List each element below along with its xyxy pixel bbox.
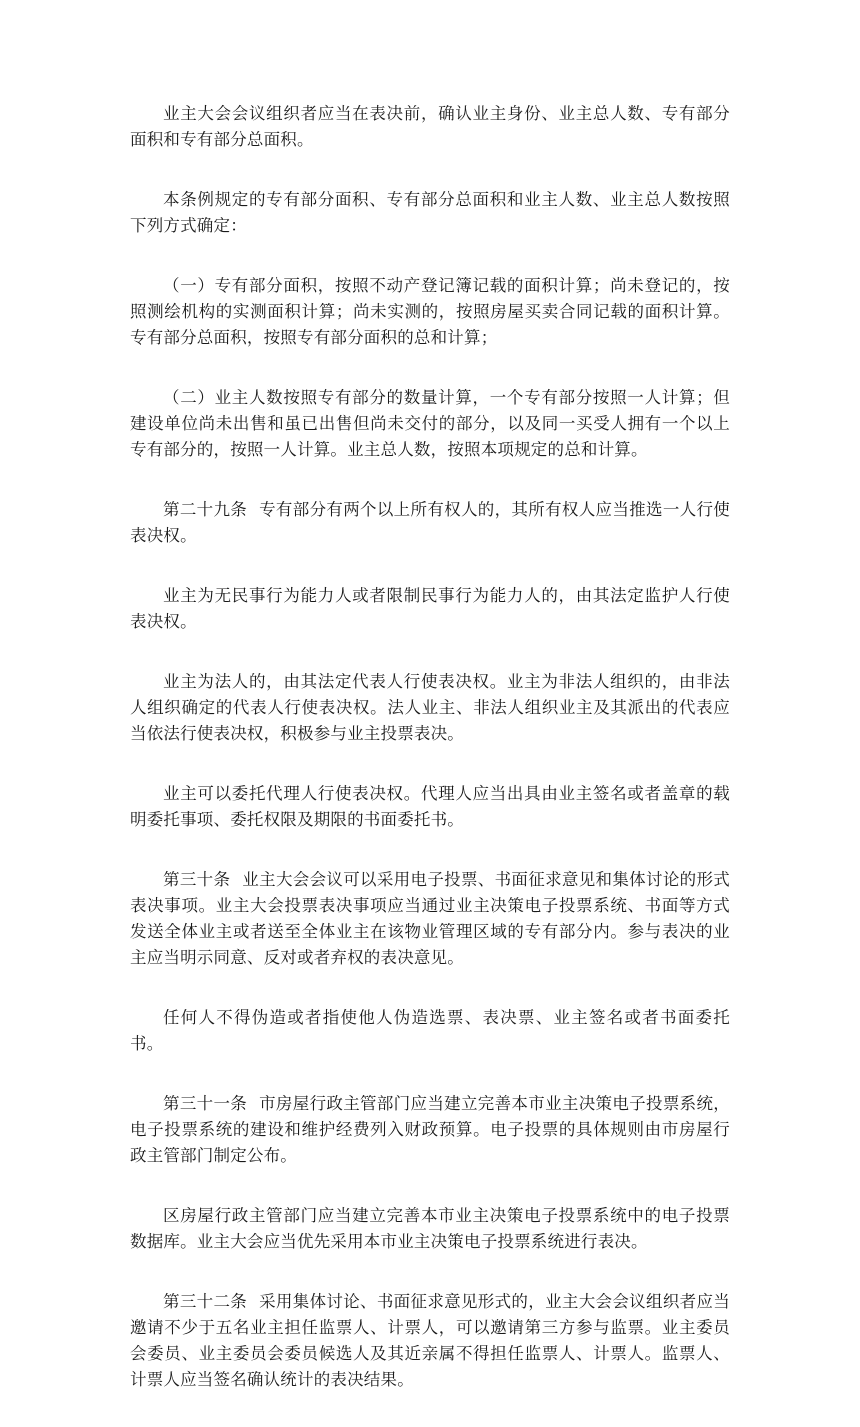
- article-number: 第三十二条: [163, 1292, 248, 1311]
- paragraph-text: 专有部分有两个以上所有权人的，其所有权人应当推选一人行使表决权。: [130, 500, 730, 545]
- paragraph-text: 业主可以委托代理人行使表决权。代理人应当出具由业主签名或者盖章的载明委托事项、委托权限及期限的书面委托书。: [130, 784, 730, 829]
- article-31: [130, 1091, 730, 1169]
- paragraph-1: [130, 101, 730, 153]
- paragraph-text: 任何人不得伪造或者指使他人伪造选票、表决票、业主签名或者书面委托书。: [130, 1008, 730, 1053]
- article-29: [130, 497, 730, 549]
- article-30: [130, 867, 730, 971]
- paragraph-6: [130, 583, 730, 635]
- paragraph-text: 业主为法人的，由其法定代表人行使表决权。业主为非法人组织的，由非法人组织确定的代表人行使表决权。法人业主、非法人组织业主及其派出的代表应当依法行使表决权，积极参与业主投票表决。: [130, 672, 730, 743]
- paragraph-text: 业主大会会议组织者应当在表决前，确认业主身份、业主总人数、专有部分面积和专有部分总面积。: [130, 104, 730, 149]
- paragraph-10: [130, 1005, 730, 1057]
- document-body: [130, 101, 730, 1427]
- paragraph-3: [130, 273, 730, 351]
- paragraph-text: 区房屋行政主管部门应当建立完善本市业主决策电子投票系统中的电子投票数据库。业主大会应当优先采用本市业主决策电子投票系统进行表决。: [130, 1206, 730, 1251]
- article-32: [130, 1289, 730, 1393]
- article-number: 第二十九条: [163, 500, 248, 519]
- paragraph-text: 业主大会会议可以采用电子投票、书面征求意见和集体讨论的形式表决事项。业主大会投票表决事项应当通过业主决策电子投票系统、书面等方式发送全体业主或者送至全体业主在该物业管理区域的专有部分内。参与表决的业主应当明示同意、反对或者弃权的表决意见。: [130, 870, 730, 967]
- paragraph-text: （二）业主人数按照专有部分的数量计算，一个专有部分按照一人计算；但建设单位尚未出售和虽已出售但尚未交付的部分，以及同一买受人拥有一个以上专有部分的，按照一人计算。业主总人数，按照本项规定的总和计算。: [130, 388, 730, 459]
- paragraph-text: （一）专有部分面积，按照不动产登记簿记载的面积计算；尚未登记的，按照测绘机构的实测面积计算；尚未实测的，按照房屋买卖合同记载的面积计算。专有部分总面积，按照专有部分面积的总和计算；: [130, 276, 730, 347]
- paragraph-text: 业主为无民事行为能力人或者限制民事行为能力人的，由其法定监护人行使表决权。: [130, 586, 730, 631]
- paragraph-text: 市房屋行政主管部门应当建立完善本市业主决策电子投票系统，电子投票系统的建设和维护经费列入财政预算。电子投票的具体规则由市房屋行政主管部门制定公布。: [130, 1094, 730, 1165]
- paragraph-4: [130, 385, 730, 463]
- paragraph-text: 采用集体讨论、书面征求意见形式的，业主大会会议组织者应当邀请不少于五名业主担任监票人、计票人，可以邀请第三方参与监票。业主委员会委员、业主委员会委员候选人及其近亲属不得担任监票人、计票人。监票人、计票人应当签名确认统计的表决结果。: [130, 1292, 730, 1389]
- paragraph-2: [130, 187, 730, 239]
- article-number: 第三十一条: [163, 1094, 248, 1113]
- paragraph-7: [130, 669, 730, 747]
- paragraph-text: 本条例规定的专有部分面积、专有部分总面积和业主人数、业主总人数按照下列方式确定：: [130, 190, 730, 235]
- paragraph-12: [130, 1203, 730, 1255]
- article-number: 第三十条: [163, 870, 231, 889]
- paragraph-8: [130, 781, 730, 833]
